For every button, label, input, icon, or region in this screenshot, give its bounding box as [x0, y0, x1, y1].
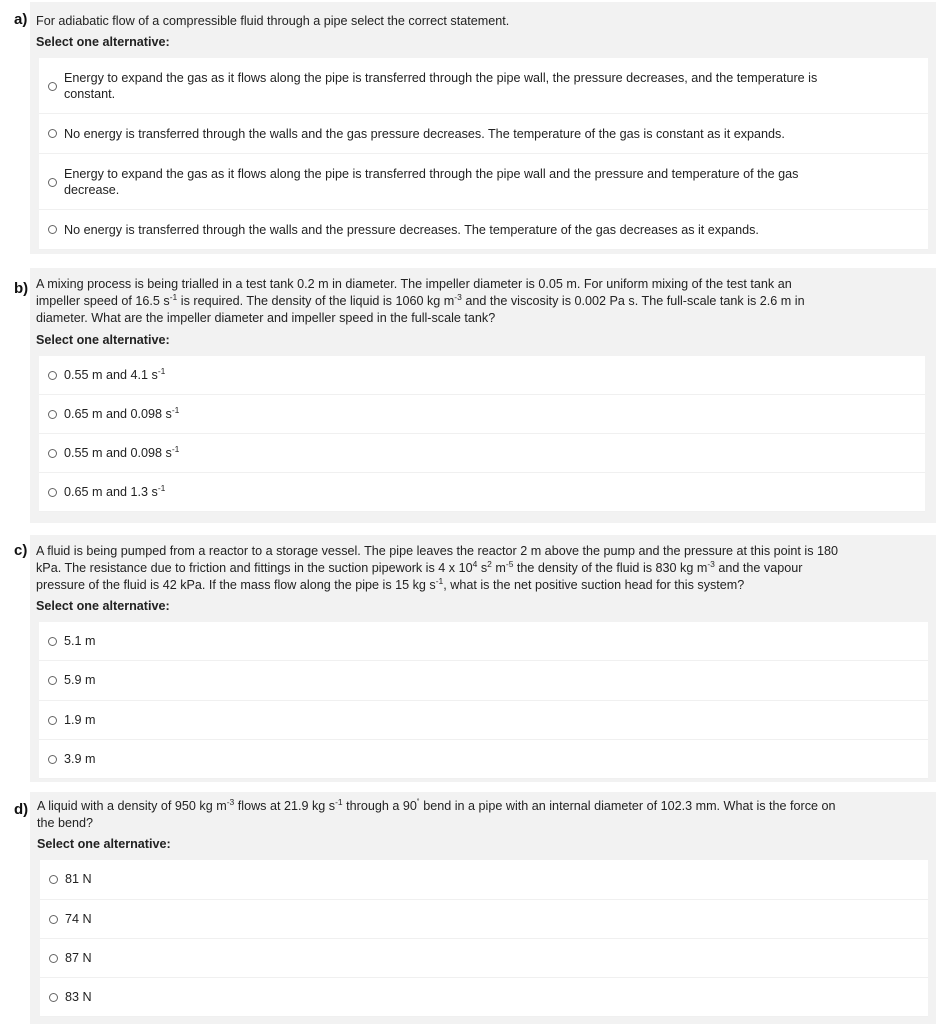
radio-button[interactable]	[49, 993, 58, 1002]
option-b-2[interactable]	[39, 395, 925, 434]
option-text: 74 N	[65, 912, 92, 926]
option-c-3[interactable]	[39, 701, 928, 740]
radio-button[interactable]	[49, 954, 58, 963]
radio-button[interactable]	[49, 915, 58, 924]
radio-button[interactable]	[48, 637, 57, 646]
option-b-1[interactable]	[39, 356, 925, 395]
option-text: 0.65 m and 0.098 $s^{-1}$	[64, 404, 180, 421]
question-a	[14, 2, 936, 254]
option-a-1[interactable]	[39, 58, 928, 114]
option-text: No energy is transferred through the walls and the pressure decreases. The temperature of the gas decreases as it expands.	[64, 223, 759, 237]
radio-button[interactable]	[48, 371, 57, 380]
option-text: 3.9 m	[64, 752, 96, 766]
option-text: 87 N	[65, 951, 92, 965]
radio-button[interactable]	[48, 225, 57, 234]
question-b	[14, 268, 936, 523]
radio-button[interactable]	[48, 755, 57, 764]
option-text: 0.55 m and 0.098 $s^{-1}$	[64, 443, 180, 460]
question-b-label: b)	[14, 280, 29, 297]
radio-button[interactable]	[48, 129, 57, 138]
option-b-3[interactable]	[39, 434, 925, 473]
radio-button[interactable]	[49, 875, 58, 884]
question-c-options	[39, 622, 928, 779]
option-c-2[interactable]	[39, 661, 928, 701]
option-a-2[interactable]	[39, 114, 928, 154]
radio-button[interactable]	[48, 716, 57, 725]
question-a-select-label: Select one alternative:	[36, 35, 170, 49]
question-d-label: d)	[14, 801, 29, 818]
question-b-options	[39, 356, 925, 512]
question-d-text: A liquid with a density of 950 kg $m^{-3}$ flows at 21.9 kg $s^{-1}$ through a 90˚ bend in a pipe with an internal diameter of 102.3 mm. What is the force on the bend?	[37, 796, 836, 830]
radio-button[interactable]	[48, 178, 57, 187]
option-d-4[interactable]	[40, 978, 928, 1017]
option-d-1[interactable]	[40, 860, 928, 900]
question-c	[14, 535, 936, 782]
question-a-options	[39, 58, 928, 250]
option-text: 81 N	[65, 872, 92, 886]
option-text: 5.9 m	[64, 673, 96, 687]
option-d-3[interactable]	[40, 939, 928, 978]
option-text: 83 N	[65, 990, 92, 1004]
option-text: 0.65 m and 1.3 $s^{-1}$	[64, 482, 166, 499]
option-text: Energy to expand the gas as it flows along the pipe is transferred through the pipe wall, the pressure decreases, and the temperature is constant.	[64, 71, 818, 101]
question-a-label: a)	[14, 11, 28, 28]
question-c-select-label: Select one alternative:	[36, 599, 170, 613]
radio-button[interactable]	[48, 488, 57, 497]
question-b-text: A mixing process is being trialled in a test tank 0.2 m in diameter. The impeller diameter is 0.05 m. For uniform mixing of the test tank an impeller speed of 16.5 $s^{-1}$ is required. The density of the liquid is 1060 kg $m^{-3}$ and the viscosity is 0.002 Pa s. The full-scale tank is 2.6 m in diameter. What are the impeller diameter and impeller speed in the full-scale tank?	[36, 277, 805, 325]
radio-button[interactable]	[48, 82, 57, 91]
option-text: Energy to expand the gas as it flows along the pipe is transferred through the pipe wall and the pressure and temperature of the gas decrease.	[64, 167, 799, 197]
question-d	[14, 792, 936, 1024]
option-c-1[interactable]	[39, 622, 928, 661]
option-a-4[interactable]	[39, 210, 928, 250]
option-text: 5.1 m	[64, 634, 96, 648]
question-d-options	[40, 860, 928, 1017]
question-b-select-label: Select one alternative:	[36, 333, 170, 347]
question-a-text: For adiabatic flow of a compressible fluid through a pipe select the correct statement.	[36, 14, 510, 28]
option-text: No energy is transferred through the walls and the gas pressure decreases. The temperature of the gas is constant as it expands.	[64, 127, 785, 141]
option-c-4[interactable]	[39, 740, 928, 779]
radio-button[interactable]	[48, 449, 57, 458]
radio-button[interactable]	[48, 676, 57, 685]
question-c-label: c)	[14, 542, 28, 559]
question-d-select-label: Select one alternative:	[37, 837, 171, 851]
option-text: 1.9 m	[64, 713, 96, 727]
option-d-2[interactable]	[40, 900, 928, 939]
option-text: 0.55 m and 4.1 $s^{-1}$	[64, 365, 166, 382]
option-b-4[interactable]	[39, 473, 925, 512]
question-c-text: A fluid is being pumped from a reactor to a storage vessel. The pipe leaves the reactor 2 m above the pump and the pressure at this point is 180 kPa. The resistance due to friction and fittings in the suction pipework is 4 x $10^4$ $s^2$ $m^{-5}$ the density of the fluid is 830 kg $m^{-3}$ and the vapour pressure of the fluid is 42 kPa. If the mass flow along the pipe is 15 kg $s^{-1}$, what is the net positive suction head for this system?	[36, 544, 839, 592]
radio-button[interactable]	[48, 410, 57, 419]
option-a-3[interactable]	[39, 154, 928, 210]
